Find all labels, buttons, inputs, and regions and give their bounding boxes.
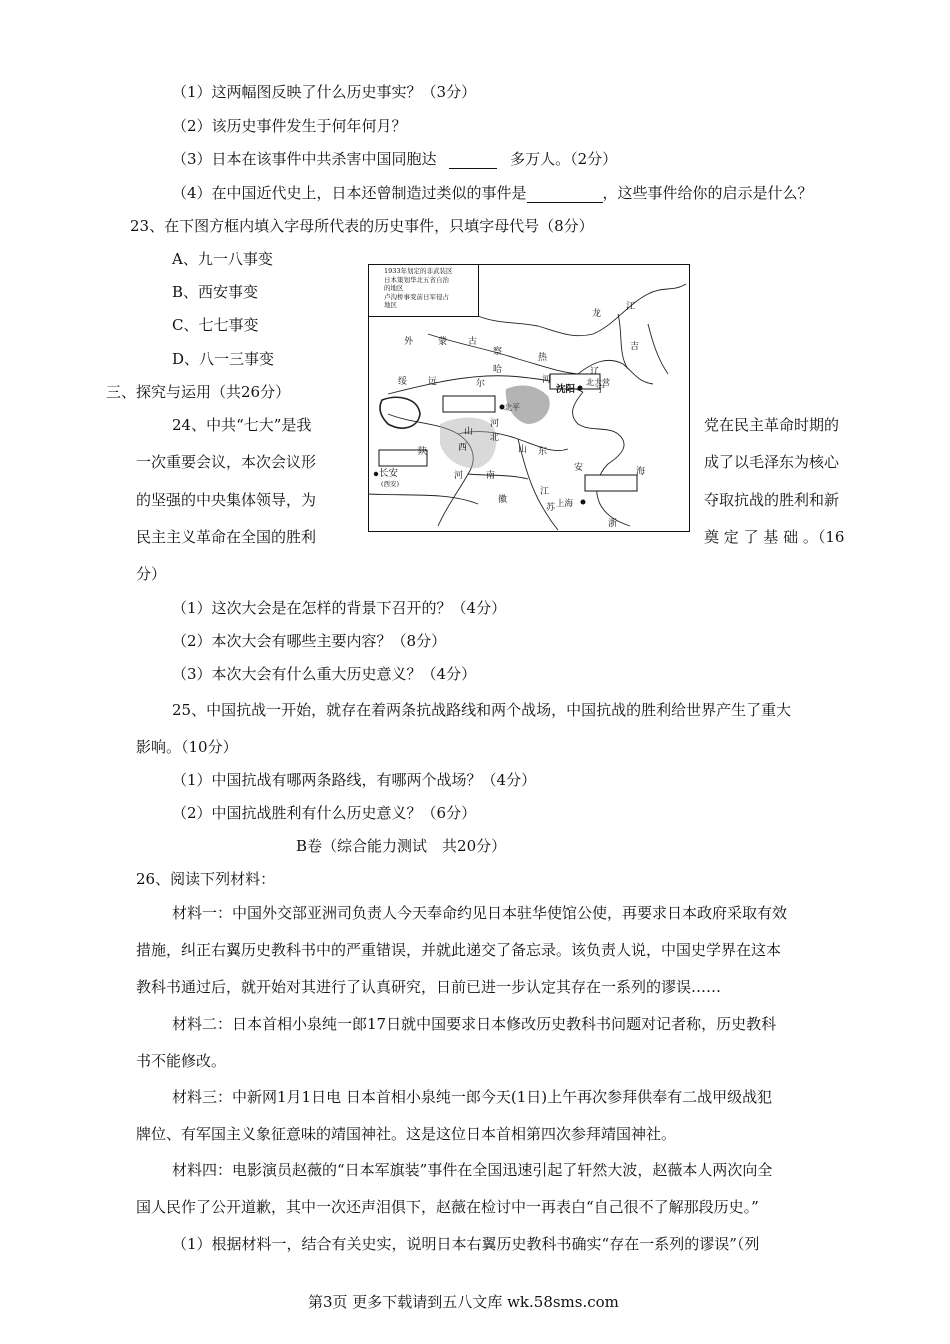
map-label: 吉 xyxy=(630,342,640,352)
city-marker xyxy=(581,500,586,505)
map-label: 北 xyxy=(490,433,500,443)
q22-sub3 xyxy=(172,149,617,169)
legend-item: 1933年划定的非武装区 xyxy=(384,267,453,275)
legend-item: 的地区 xyxy=(384,284,404,292)
q24-sub3: （3）本次大会有什么重大历史意义？（4分） xyxy=(172,665,477,683)
q22-sub3-text-b: 多万人。（2分） xyxy=(510,150,618,168)
legend-item: 日本策划华北五省自治 xyxy=(384,276,449,284)
map-label: 哈 xyxy=(493,365,503,375)
q26-sub1: （1）根据材料一，结合有关史实，说明日本右翼历史教科书确实“存在一系列的谬误”（列 xyxy=(172,1235,760,1253)
map-label: 河 xyxy=(542,375,552,385)
map-label: 江 xyxy=(626,302,636,312)
map-label: 辽 xyxy=(590,367,600,377)
page-footer: 第3页 更多下载请到五八文库 wk.58sms.com xyxy=(308,1293,619,1311)
q22-sub4-text-b: ，这些事件给你的启示是什么？ xyxy=(602,184,813,202)
q22-sub2: （2）该历史事件发生于何年何月？ xyxy=(172,117,407,135)
map-label: 宁 xyxy=(596,385,606,395)
q25-sub2: （2）中国抗战胜利有什么历史意义？（6分） xyxy=(172,804,477,822)
q24-sub2: （2）本次大会有哪些主要内容？（8分） xyxy=(172,632,447,650)
q23-option-c: C、七七事变 xyxy=(172,316,259,334)
map-label: 绥 xyxy=(398,377,408,387)
q25-line1: 25、中国抗战一开始，就存在着两条抗战路线和两个战场，中国抗战的胜利给世界产生了重大 xyxy=(172,701,792,719)
q26-stem: 26、阅读下列材料： xyxy=(136,870,276,888)
map-label: 古 xyxy=(468,337,478,347)
q22-sub4-text-a: （4）在中国近代史上，日本还曾制造过类似的事件是 xyxy=(172,184,527,202)
city-marker xyxy=(578,386,583,391)
map-label: 陕 xyxy=(418,447,428,457)
history-map xyxy=(368,264,690,532)
q24-line1-right: 党在民主革命时期的 xyxy=(704,416,840,434)
map-label: 龙 xyxy=(592,309,602,319)
map-answer-box[interactable] xyxy=(585,475,637,491)
map-label-shanghai: 上海 xyxy=(556,499,574,509)
q25-line2: 影响。（10分） xyxy=(136,738,238,756)
map-label: 苏 xyxy=(546,503,556,513)
map-label: 安 xyxy=(574,463,584,473)
material3-line1: 材料三：中新网1月1日电 日本首相小泉纯一郎今天(1日)上午再次参拜供奉有二战甲级战犯 xyxy=(172,1088,773,1106)
map-answer-box[interactable] xyxy=(443,396,495,412)
answer-blank[interactable] xyxy=(449,152,497,169)
map-label: 外 xyxy=(404,337,414,347)
legend-item: 卢沟桥事变前日军侵占 xyxy=(384,293,449,301)
part-b-heading: B卷（综合能力测试 共20分） xyxy=(296,837,507,855)
q24-line5: 分） xyxy=(136,565,167,583)
city-marker xyxy=(500,405,505,410)
map-label: 蒙 xyxy=(438,337,448,347)
map-label-shenyang: 沈阳 xyxy=(556,384,576,395)
q24-sub1: （1）这次大会是在怎样的背景下召开的？（4分） xyxy=(172,599,507,617)
map-label: 河 xyxy=(490,419,500,429)
map-label-beidaying: 北大营 xyxy=(586,378,610,387)
map-label: 察 xyxy=(493,347,503,357)
q23-option-a: A、九一八事变 xyxy=(172,250,273,268)
map-label: 海 xyxy=(636,467,646,477)
material2-line2: 书不能修改。 xyxy=(136,1052,227,1070)
q23-option-d: D、八一三事变 xyxy=(172,350,275,368)
map-label: 河 xyxy=(454,471,464,481)
material3-line2: 牌位、有军国主义象征意味的靖国神社。这是这位日本首相第四次参拜靖国神社。 xyxy=(136,1125,677,1143)
map-label: 江 xyxy=(540,487,550,497)
material1-line3: 教科书通过后，就开始对其进行了认真研究，日前已进一步认定其存在一系列的谬误…… xyxy=(136,978,722,996)
q23-stem: 23、在下图方框内填入字母所代表的历史事件，只填字母代号（8分） xyxy=(130,217,594,235)
material4-line1: 材料四：电影演员赵薇的“日本军旗装”事件在全国迅速引起了轩然大波，赵薇本人两次向全 xyxy=(172,1161,773,1179)
map-label-changan: 长安 xyxy=(379,468,399,479)
material1-line2: 措施，纠正右翼历史教科书中的严重错误，并就此递交了备忘录。该负责人说，中国史学界在这本 xyxy=(136,941,782,959)
answer-blank[interactable] xyxy=(527,186,603,203)
q25-sub1: （1）中国抗战有哪两条路线，有哪两个战场？（4分） xyxy=(172,771,537,789)
q24-line4-right: 奠 定 了 基 础 。（16 xyxy=(704,528,845,546)
map-label-xian: (西安) xyxy=(381,480,400,488)
city-marker xyxy=(374,472,378,476)
q23-option-b: B、西安事变 xyxy=(172,283,259,301)
map-label: 热 xyxy=(538,353,548,363)
q22-sub4 xyxy=(172,183,813,203)
q22-sub1: （1）这两幅图反映了什么历史事实？（3分） xyxy=(172,83,477,101)
material1-line1: 材料一：中国外交部亚洲司负责人今天奉命约见日本驻华使馆公使，再要求日本政府采取有效 xyxy=(172,904,788,922)
q24-line1-left: 24、中共“七大”是我 xyxy=(172,416,312,434)
q24-line4-left: 民主主义革命在全国的胜利 xyxy=(136,528,317,546)
map-label: 徽 xyxy=(498,495,508,505)
material4-line2: 国人民作了公开道歉，其中一次还声泪俱下，赵薇在检讨中一再表白“自己很不了解那段历史。” xyxy=(136,1198,759,1216)
legend-item: 地区 xyxy=(384,301,397,309)
q24-line3-left: 的坚强的中央集体领导，为 xyxy=(136,491,317,509)
q24-line3-right: 夺取抗战的胜利和新 xyxy=(704,491,840,509)
map-label: 西 xyxy=(458,443,468,453)
q24-line2-right: 成了以毛泽东为核心 xyxy=(704,453,840,471)
map-label: 山 xyxy=(518,445,528,455)
q22-sub3-text-a: （3）日本在该事件中共杀害中国同胞达 xyxy=(172,150,437,168)
material2-line1: 材料二：日本首相小泉纯一郎17日就中国要求日本修改历史教科书问题对记者称，历史教科 xyxy=(172,1015,777,1033)
q24-line2-left: 一次重要会议，本次会议形 xyxy=(136,453,317,471)
map-label: 南 xyxy=(486,471,496,481)
map-label: 浙 xyxy=(608,519,618,529)
map-label: 尔 xyxy=(476,379,486,389)
section-heading: 三、探究与运用（共26分） xyxy=(106,383,291,401)
map-label: 东 xyxy=(538,447,548,457)
map-label: 山 xyxy=(464,427,474,437)
map-label: 远 xyxy=(428,377,438,387)
map-label-beiping: 北平 xyxy=(504,403,520,412)
